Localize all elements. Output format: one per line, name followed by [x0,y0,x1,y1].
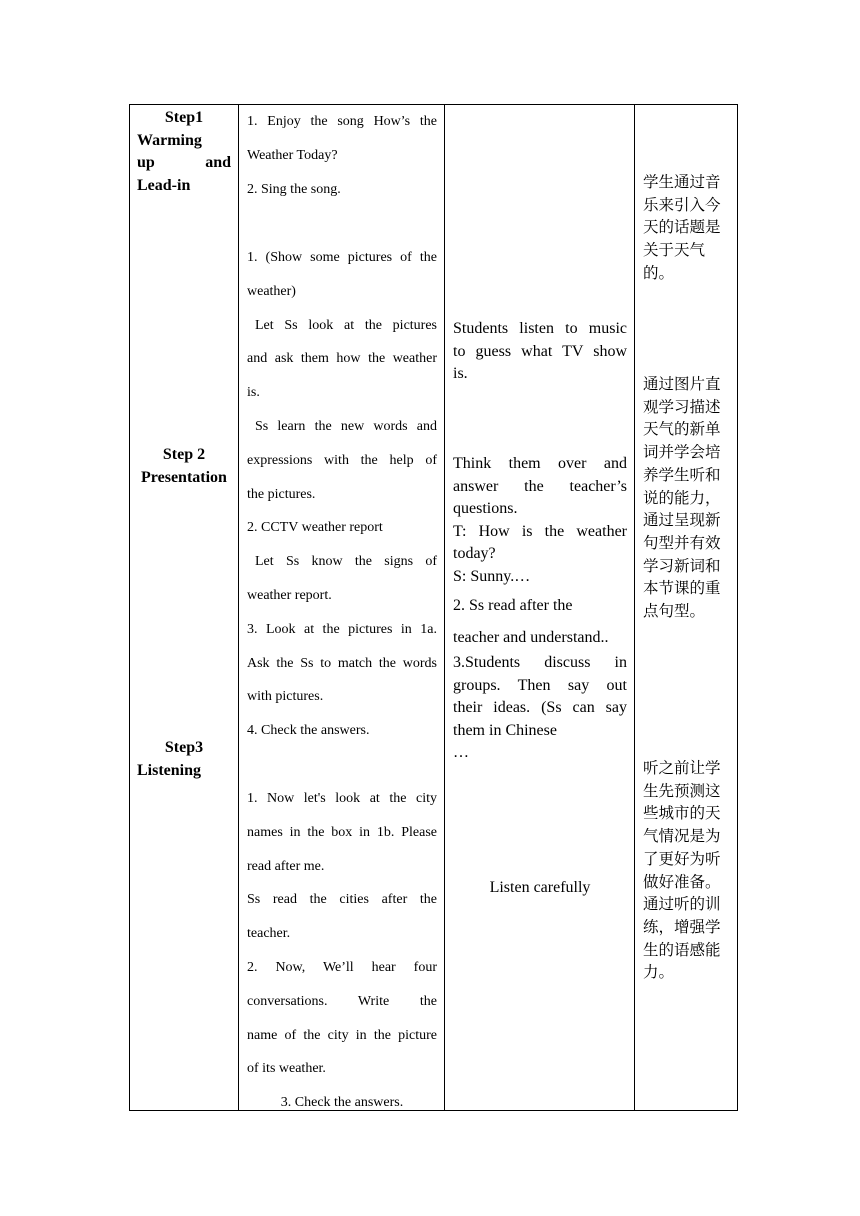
teacher-activity-step3: 1. Now let's look at the city names in the box in 1b. Please read after me. Ss read the cities after the teacher. 2. Now, We’ll hear four conversations. Write the name of the city in the picture of its weather. 3. Check the answers. [247,791,437,1111]
student-activity-step1: Students listen to music to guess what TV show is. [453,320,627,382]
lesson-table [129,104,738,1111]
student-activity-step2: Think them over and answer the teacher’s questions. T: How is the weather today? S: Sunny.… [453,455,627,585]
student-activity-step3: Listen carefully [489,879,591,896]
teacher-activity-step2: 1. (Show some pictures of the weather) Let Ss look at the pictures and ask them how the weather is. Ss learn the new words and expressions with the help of the pictures. 2. CCTV weather report Let Ss know the signs of weather report. 3. Look at the pictures in 1a. Ask the Ss to match the words with pictures. 4. Check the answers. [247,250,437,739]
purpose-step3: 听之前让学生先预测这些城市的天气情况是为了更好为听做好准备。通过听的训练，增强学生的语感能力。 [643,759,721,982]
step2-label: Step 2 Presentation [141,446,227,486]
purpose-step1: 学生通过音乐来引入今天的话题是关于天气的。 [643,173,721,282]
student-activity-step2-discuss: 3.Students discuss in groups. Then say out their ideas. (Ss can say them in Chinese … [453,654,627,761]
student-activity-step2-read: 2. Ss read after the teacher and understand.. [453,597,609,646]
teacher-activity-step1: 1. Enjoy the song How’s the Weather Today? 2. Sing the song. [247,114,437,197]
column-divider [444,105,445,1110]
step1-label: Step1 Warming up and Lead-in [137,109,231,194]
purpose-step2: 通过图片直观学习描述天气的新单词并学会培养学生听和说的能力，通过呈现新句型并有效学习新词和本节课的重点句型。 [643,375,721,621]
column-divider [238,105,239,1110]
column-divider [634,105,635,1110]
step3-label: Step3 Listening [137,739,204,779]
